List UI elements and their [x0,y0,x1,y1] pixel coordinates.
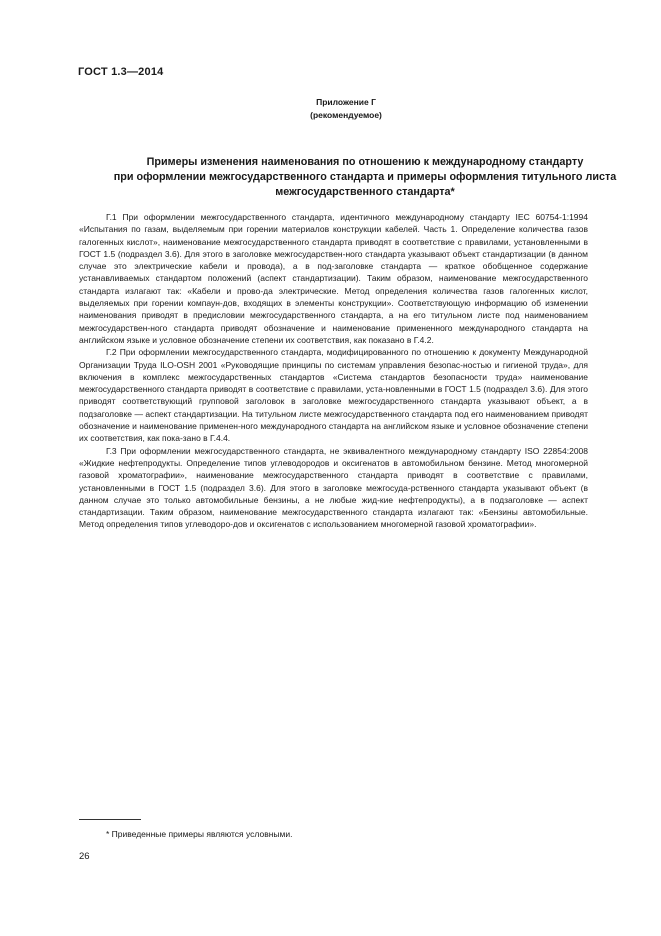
footnote: * Приведенные примеры являются условными. [106,829,293,839]
appendix-heading [0,96,661,122]
paragraph-g1: Г.1 При оформлении межгосударственного стандарта, идентичного международному стандарту IEC 60754-1:1994 «Испытания по газам, выделяемым при горении материалов конструкции кабелей. Часть 1. Определение количества газов галогенных кислот», наименование межгосударственного стандарта приводят в соответствие с правилами, установленными в ГОСТ 1.5 (подраздел 3.6). Для этого в заголовке межгосударствен-ного стандарта указывают объект стандартизации (в данном случае это электрические кабели и провода), а в под-заголовке стандарта — краткое обобщенное содержание устанавливаемых стандартом положений (аспект стандартизации). Таким образом, наименование межгосударственного стандарта излагают так: «Кабели и прово-да электрические. Метод определения количества газов галогенных кислот, выделяемых при горении компаун-дов, входящих в элементы конструкции». Соответствующую информацию об изменении наименования приводят в предисловии межгосударственного стандарта, а на его титульном листе под наименованием межгосударствен-ного стандарта приводят обозначение и наименование примененного международного стандарта на английском языке и условное обозначение степени их соответствия, как показано в Г.4.2. [79,212,588,345]
title-line-3: межгосударственного стандарта* [275,186,455,198]
title-line-2: при оформлении межгосударственного стандарта и примеры оформления титульного листа [113,171,617,183]
title-line-1: Примеры изменения наименования по отношению к международному стандарту [146,156,584,168]
body-text [79,211,588,531]
paragraph-g3: Г.3 При оформлении межгосударственного стандарта, не эквивалентного международному стандарту ISO 22854:2008 «Жидкие нефтепродукты. Определение типов углеводородов и оксигенатов в автомобильном бензине. Метод многомерной газовой хроматографии», наименование межгосударственного стандарта приводят в соответствие с правилами, установленными в ГОСТ 1.5 (подраздел 3.6). Для этого в заголовке межгосуда-рственного стандарта указывают объект (в данном случае это только автомобильные бензины, а не любые жид-кие нефтепродукты), а в подзаголовке — аспект стандартизации. Таким образом, наименование межгосударственного стандарта излагают так: «Бензины автомобильные. Метод определения типов углеводоро-дов и оксигенатов с использованием многомерной газовой хроматографии». [79,445,588,530]
appendix-label: Приложение Г [316,97,376,107]
appendix-status: (рекомендуемое) [310,110,382,120]
section-title [70,155,660,200]
footnote-divider [79,819,141,820]
document-header: ГОСТ 1.3—2014 [78,66,164,78]
paragraph-g2: Г.2 При оформлении межгосударственного стандарта, модифицированного по отношению к документу Международной Организации Труда ILO-OSH 2001 «Руководящие принципы по системам управления безопас-ностью и гигиеной труда», для включения в комплекс межгосударственных стандартов «Система стандартов безопасности труда» наименование межгосударственного стандарта приводят в соответствие с правилами, уста-новленными в ГОСТ 1.5 (подраздел 3.6). Для этого приводят соответствующий групповой заголовок в заголовке межгосударственного стандарта указывают объект, а в подзаголовке — аспект стандартизации. На титульном листе межгосударственного стандарта под его наименованием приводят обозначение и наименование применен-ного международного стандарта на английском языке и условное обозначение степени их соответствия, как пока-зано в Г.4.4. [79,347,588,444]
page-number: 26 [79,851,90,862]
